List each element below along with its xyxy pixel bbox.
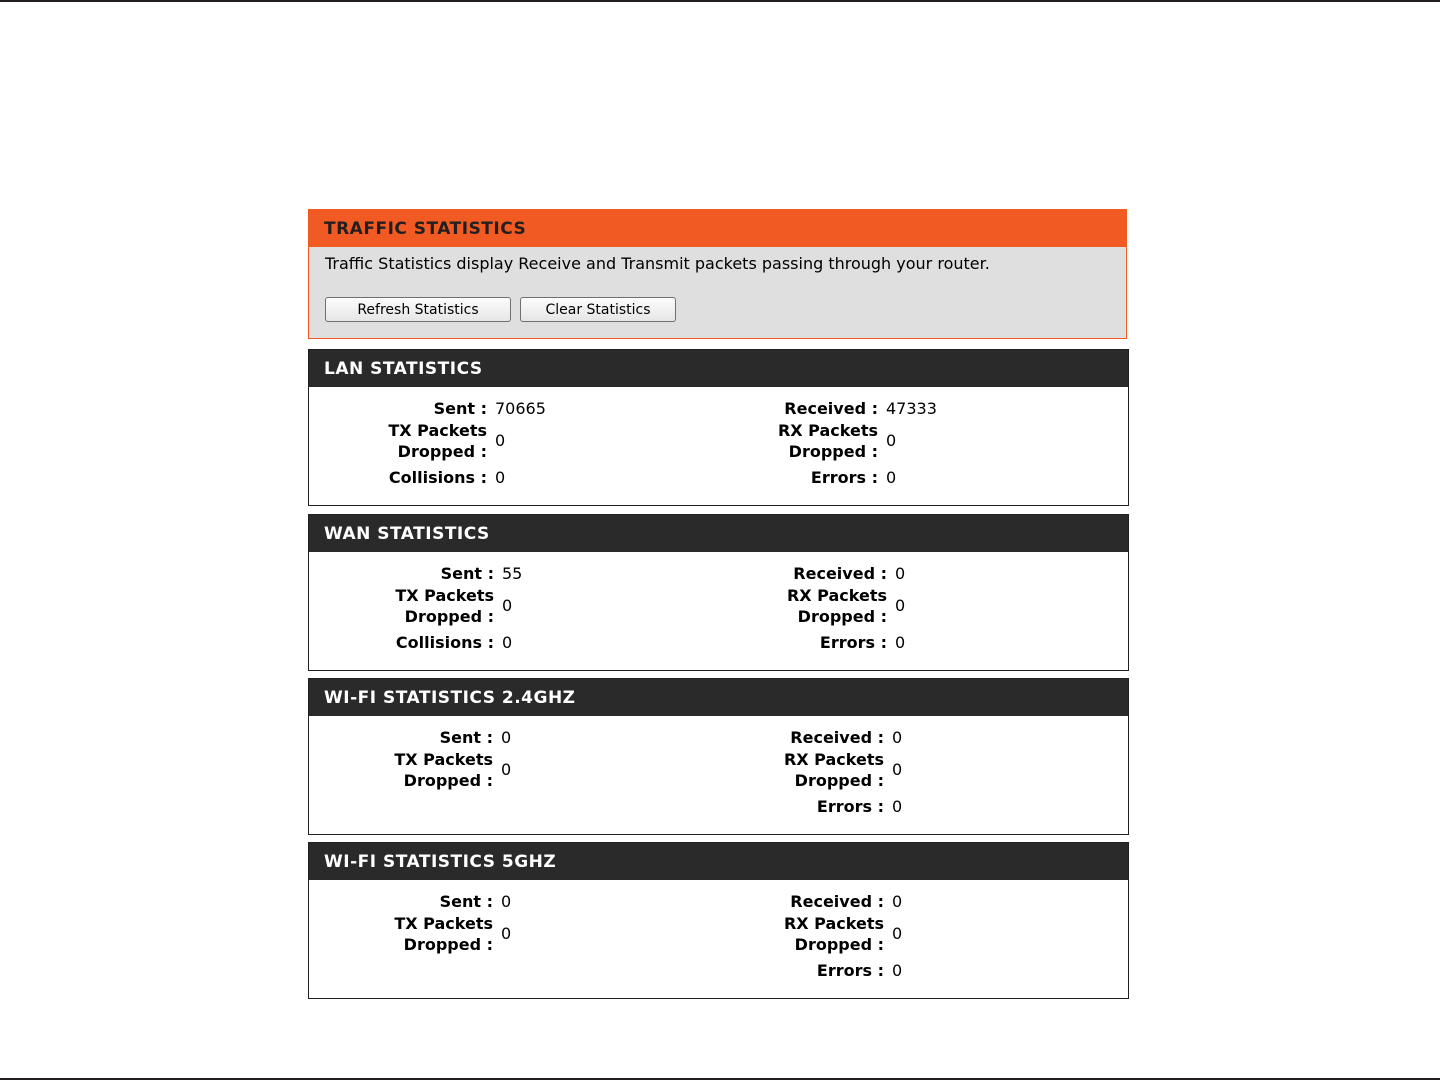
wifi-5ghz-rx-dropped-row <box>309 913 903 959</box>
lan-tx-dropped-value: 0 <box>495 431 506 450</box>
lan-sent-value: 70665 <box>495 399 546 418</box>
rx-dropped-label <box>787 585 887 627</box>
rx-dropped-label-line2: Dropped : <box>794 771 884 790</box>
wan-sent-value: 55 <box>502 564 523 583</box>
sent-label: Sent : <box>433 399 487 418</box>
collisions-label: Collisions : <box>388 468 487 487</box>
wifi-5ghz-received-row <box>309 890 903 913</box>
rx-dropped-label <box>778 420 878 462</box>
collisions-label: Collisions : <box>395 633 494 652</box>
wifi-5ghz-statistics-title: WI-FI STATISTICS 5GHZ <box>309 843 1128 880</box>
rx-dropped-label-line1: RX Packets <box>777 421 878 440</box>
wan-received-row <box>309 562 906 585</box>
received-label: Received : <box>790 728 884 747</box>
bottom-divider <box>0 1078 1440 1080</box>
wan-receive-column <box>309 562 906 654</box>
lan-statistics-title: LAN STATISTICS <box>309 350 1128 387</box>
wifi-5ghz-tx-dropped-value: 0 <box>501 924 512 943</box>
tx-dropped-label-line2: Dropped : <box>397 442 487 461</box>
wifi-5ghz-errors-row <box>309 959 903 982</box>
wifi-5ghz-sent-value: 0 <box>501 892 512 911</box>
rx-dropped-label-line2: Dropped : <box>794 935 884 954</box>
rx-dropped-label <box>784 913 884 955</box>
wan-received-value: 0 <box>895 564 906 583</box>
tx-dropped-label-line2: Dropped : <box>403 771 493 790</box>
lan-errors-row <box>309 466 897 489</box>
wifi-24ghz-received-row <box>309 726 903 749</box>
wifi-24ghz-statistics-panel <box>308 678 1129 835</box>
lan-receive-column <box>309 397 937 489</box>
top-divider <box>0 0 1440 2</box>
lan-collisions-value: 0 <box>495 468 506 487</box>
wifi-24ghz-statistics-title: WI-FI STATISTICS 2.4GHZ <box>309 679 1128 716</box>
sent-label: Sent : <box>439 892 493 911</box>
wifi-24ghz-receive-column <box>309 726 903 818</box>
tx-dropped-label-line1: TX Packets <box>395 586 494 605</box>
wifi-5ghz-errors-value: 0 <box>892 961 903 980</box>
wan-errors-value: 0 <box>895 633 906 652</box>
rx-dropped-label-line2: Dropped : <box>788 442 878 461</box>
wifi-5ghz-statistics-panel <box>308 842 1129 999</box>
lan-received-row <box>309 397 937 420</box>
clear-statistics-button[interactable]: Clear Statistics <box>520 297 676 322</box>
received-label: Received : <box>793 564 887 583</box>
lan-received-value: 47333 <box>886 399 937 418</box>
tx-dropped-label-line2: Dropped : <box>404 607 494 626</box>
traffic-statistics-description: Traffic Statistics display Receive and Transmit packets passing through your router. <box>325 254 990 273</box>
rx-dropped-label-line1: RX Packets <box>783 914 884 933</box>
sent-label: Sent : <box>439 728 493 747</box>
rx-dropped-label-line1: RX Packets <box>786 586 887 605</box>
refresh-statistics-button[interactable]: Refresh Statistics <box>325 297 511 322</box>
tx-dropped-label-line1: TX Packets <box>394 914 493 933</box>
wifi-24ghz-errors-row <box>309 795 903 818</box>
errors-label: Errors : <box>819 633 887 652</box>
wifi-5ghz-receive-column <box>309 890 903 982</box>
traffic-statistics-panel <box>308 209 1127 339</box>
errors-label: Errors : <box>810 468 878 487</box>
lan-rx-dropped-row <box>309 420 897 466</box>
errors-label: Errors : <box>816 961 884 980</box>
wan-rx-dropped-value: 0 <box>895 596 906 615</box>
tx-dropped-label-line1: TX Packets <box>388 421 487 440</box>
sent-label: Sent : <box>440 564 494 583</box>
rx-dropped-label <box>784 749 884 791</box>
wifi-24ghz-rx-dropped-value: 0 <box>892 760 903 779</box>
wifi-24ghz-received-value: 0 <box>892 728 903 747</box>
rx-dropped-label-line1: RX Packets <box>783 750 884 769</box>
wan-statistics-title: WAN STATISTICS <box>309 515 1128 552</box>
received-label: Received : <box>790 892 884 911</box>
rx-dropped-label-line2: Dropped : <box>797 607 887 626</box>
lan-rx-dropped-value: 0 <box>886 431 897 450</box>
wan-errors-row <box>309 631 906 654</box>
lan-errors-value: 0 <box>886 468 897 487</box>
errors-label: Errors : <box>816 797 884 816</box>
traffic-statistics-title: TRAFFIC STATISTICS <box>309 210 1126 247</box>
wan-statistics-panel <box>308 514 1129 671</box>
tx-dropped-label-line2: Dropped : <box>403 935 493 954</box>
tx-dropped-label-line1: TX Packets <box>394 750 493 769</box>
wifi-24ghz-errors-value: 0 <box>892 797 903 816</box>
wan-tx-dropped-value: 0 <box>502 596 513 615</box>
wifi-5ghz-rx-dropped-value: 0 <box>892 924 903 943</box>
wifi-24ghz-rx-dropped-row <box>309 749 903 795</box>
wifi-24ghz-tx-dropped-value: 0 <box>501 760 512 779</box>
wifi-24ghz-sent-value: 0 <box>501 728 512 747</box>
wifi-5ghz-received-value: 0 <box>892 892 903 911</box>
wan-collisions-value: 0 <box>502 633 513 652</box>
wan-rx-dropped-row <box>309 585 906 631</box>
received-label: Received : <box>784 399 878 418</box>
lan-statistics-panel <box>308 349 1129 506</box>
